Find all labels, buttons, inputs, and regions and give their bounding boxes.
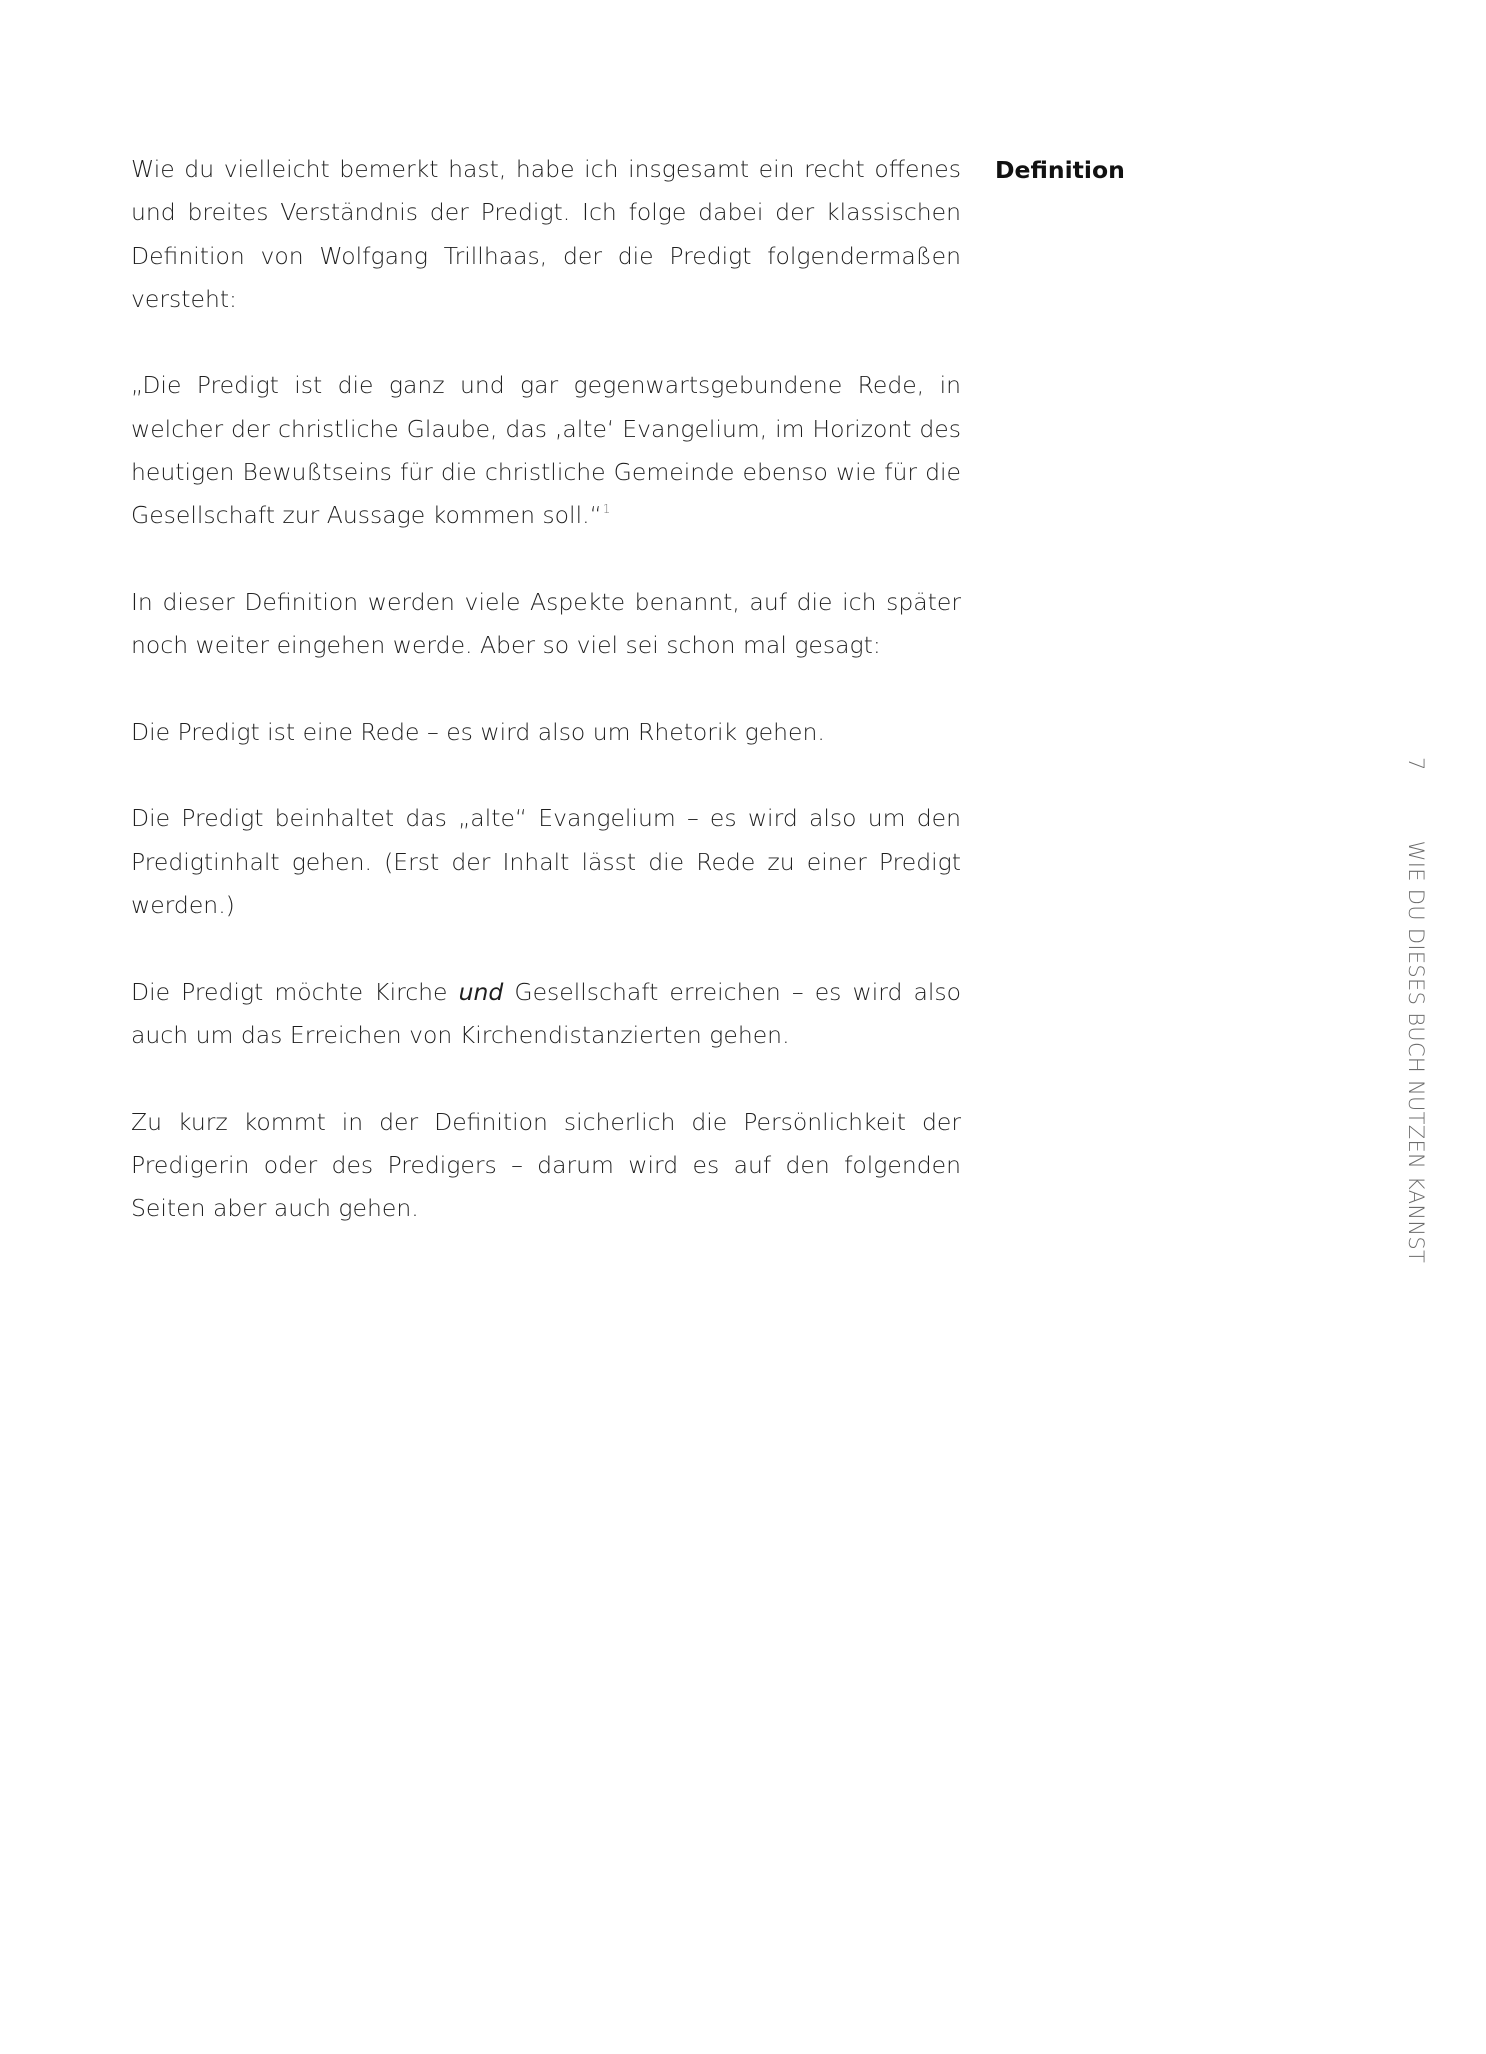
paragraph-text-part: Gesellschaft erreichen – es wird also auch um das Erreichen von Kirchendistanzierten gehen. — [131, 977, 961, 1049]
paragraph-rhetorik: Die Predigt ist eine Rede – es wird also um Rhetorik gehen. — [131, 717, 825, 746]
quote-text: „Die Predigt ist die ganz und gar gegenwartsgebundene Rede, in welcher der christliche Glaube, das ‚alte‘ Evangelium, im Horizont des heutigen Bewußtseins für die christliche Gemeinde ebenso wie für die Gesellschaft zur Aussage kommen soll.“ — [131, 371, 961, 530]
paragraph-kirche-gesellschaft — [131, 971, 961, 1058]
paragraph-persoenlichkeit: Zu kurz kommt in der Definition sicherlich die Persönlichkeit der Predigerin oder des Predigers – darum wird es auf den folgenden Seiten aber auch gehen. — [131, 1107, 961, 1223]
running-head — [1404, 757, 1428, 1407]
chapter-title: WIE DU DIESES BUCH NUTZEN KANNST — [1404, 840, 1428, 1264]
paragraph-text-part: Die Predigt möchte Kirche — [131, 977, 459, 1006]
emphasis-und: und — [458, 977, 504, 1006]
paragraph-intro: Wie du vielleicht bemerkt hast, habe ich insgesamt ein recht offenes und breites Verständnis der Predigt. Ich folge dabei der klassischen Definition von Wolfgang Trillhaas, der die Predigt folgendermaßen versteht: — [131, 155, 961, 313]
margin-heading-definition: Definition — [995, 156, 1125, 184]
main-text-column — [131, 148, 961, 1230]
paragraph-quote — [131, 364, 961, 537]
paragraph-predigtinhalt: Die Predigt beinhaltet das „alte“ Evangelium – es wird also um den Predigtinhalt gehen. (Erst der Inhalt lässt die Rede zu einer Predigt werden.) — [131, 804, 961, 920]
paragraph-aspects-intro: In dieser Definition werden viele Aspekte benannt, auf die ich später noch weiter eingehen werde. Aber so viel sei schon mal gesagt: — [131, 587, 961, 660]
page-number: 7 — [1404, 757, 1428, 771]
footnote-marker[interactable]: 1 — [602, 502, 611, 517]
